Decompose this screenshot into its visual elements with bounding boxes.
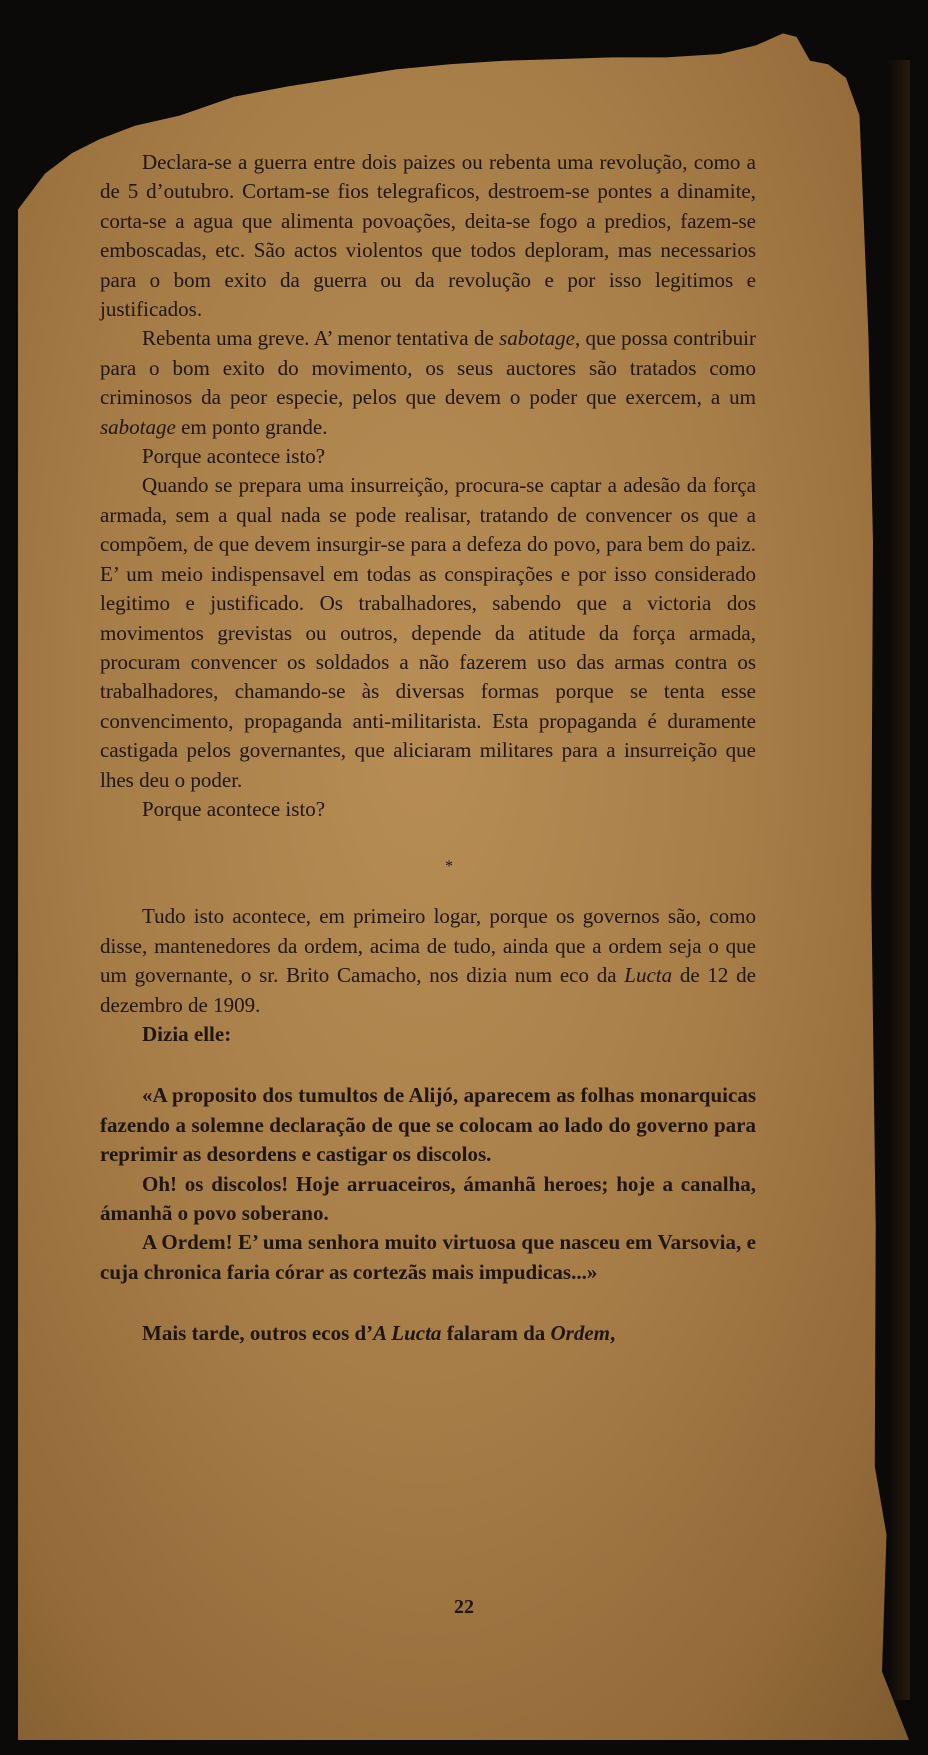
paragraph-porque-2: Porque acontece isto?: [142, 796, 326, 821]
paragraph-insurreicao: Quando se prepara uma insurreição, procura-se captar a adesão da força armada, sem a qual nada se pode realisar, tratando de convencer os que a compõem, de que devem insurgir-se para a defeza do povo, para bem do paiz. E’ um meio indispensavel em todas as conspirações e por isso considerado legitimo e justificado. Os trabalhadores, sabendo que a victoria dos movimentos grevistas ou outros, depende da atitude da força armada, procuram convencer os soldados a não fazerem uso das armas contra os trabalhadores, chamando-se às diversas formas porque se tenta esse convencimento, propaganda anti-militarista. Esta propaganda é duramente castigada pelos governantes, que aliciaram militares para a insurreição que lhes deu o poder.: [100, 473, 756, 792]
paragraph-porque-1: Porque acontece isto?: [142, 444, 326, 469]
text-span: , que possa contribuir para o bom exito do movimento, os seus auctores são tratados como criminosos da peor especie, pelos que devem o poder que exercem, a um: [100, 326, 757, 410]
paragraph-governos: [100, 902, 756, 1020]
italic-a-lucta: A Lucta: [373, 1321, 442, 1346]
paper-edge-shadow: [888, 60, 910, 1700]
italic-lucta: Lucta: [624, 963, 673, 988]
paragraph-dizia: Dizia elle:: [142, 1021, 232, 1046]
text-span: Mais tarde, outros ecos d’: [142, 1321, 374, 1346]
paragraph-final: [100, 1319, 756, 1348]
text-span: ,: [610, 1321, 616, 1346]
section-separator: *: [445, 858, 453, 876]
italic-sabotage: sabotage: [499, 326, 575, 351]
italic-ordem: Ordem: [550, 1321, 611, 1346]
paragraph-greve: [100, 324, 756, 442]
italic-sabotage: sabotage: [100, 414, 176, 439]
text-span: em ponto grande.: [175, 414, 328, 439]
paragraph-guerra: Declara-se a guerra entre dois paizes ou rebenta uma revolução, como a de 5 d’outubro. Cortam-se fios telegraficos, destroem-se pontes a dinamite, corta-se a agua que alimenta povoações, deita-se fogo a predios, fazem-se emboscadas, etc. São actos violentos que todos deploram, mas necessarios para o bom exito da guerra ou da revolução e por isso legitimos e justificados.: [100, 150, 756, 322]
text-span: Tudo isto acontece, em primeiro logar, porque os governos são, como disse, mantenedores da ordem, acima de tudo, ainda que a ordem seja o que um governante, o sr. Brito Camacho, nos dizia num eco da: [100, 904, 756, 988]
quote-paragraph-3: A Ordem! E’ uma senhora muito virtuosa que nasceu em Varsovia, e cuja chronica faria córar as cortezãs mais impudicas...»: [100, 1230, 756, 1284]
text-span: falaram da: [441, 1321, 551, 1346]
page-number: 22: [454, 1596, 474, 1618]
quote-paragraph-2: Oh! os discolos! Hoje arruaceiros, ámanhã heroes; hoje a canalha, ámanhã o povo soberano.: [100, 1171, 756, 1225]
text-span: Rebenta uma greve. A’ menor tentativa de: [142, 326, 500, 351]
body-text: [100, 148, 756, 1349]
text-span: de 12 de dezembro de 1909.: [100, 963, 756, 1017]
quote-paragraph-1: «A proposito dos tumultos de Alijó, aparecem as folhas monarquicas fazendo a solemne declaração de que se colocam ao lado do governo para reprimir as desordens e castigar os discolos.: [100, 1083, 756, 1167]
